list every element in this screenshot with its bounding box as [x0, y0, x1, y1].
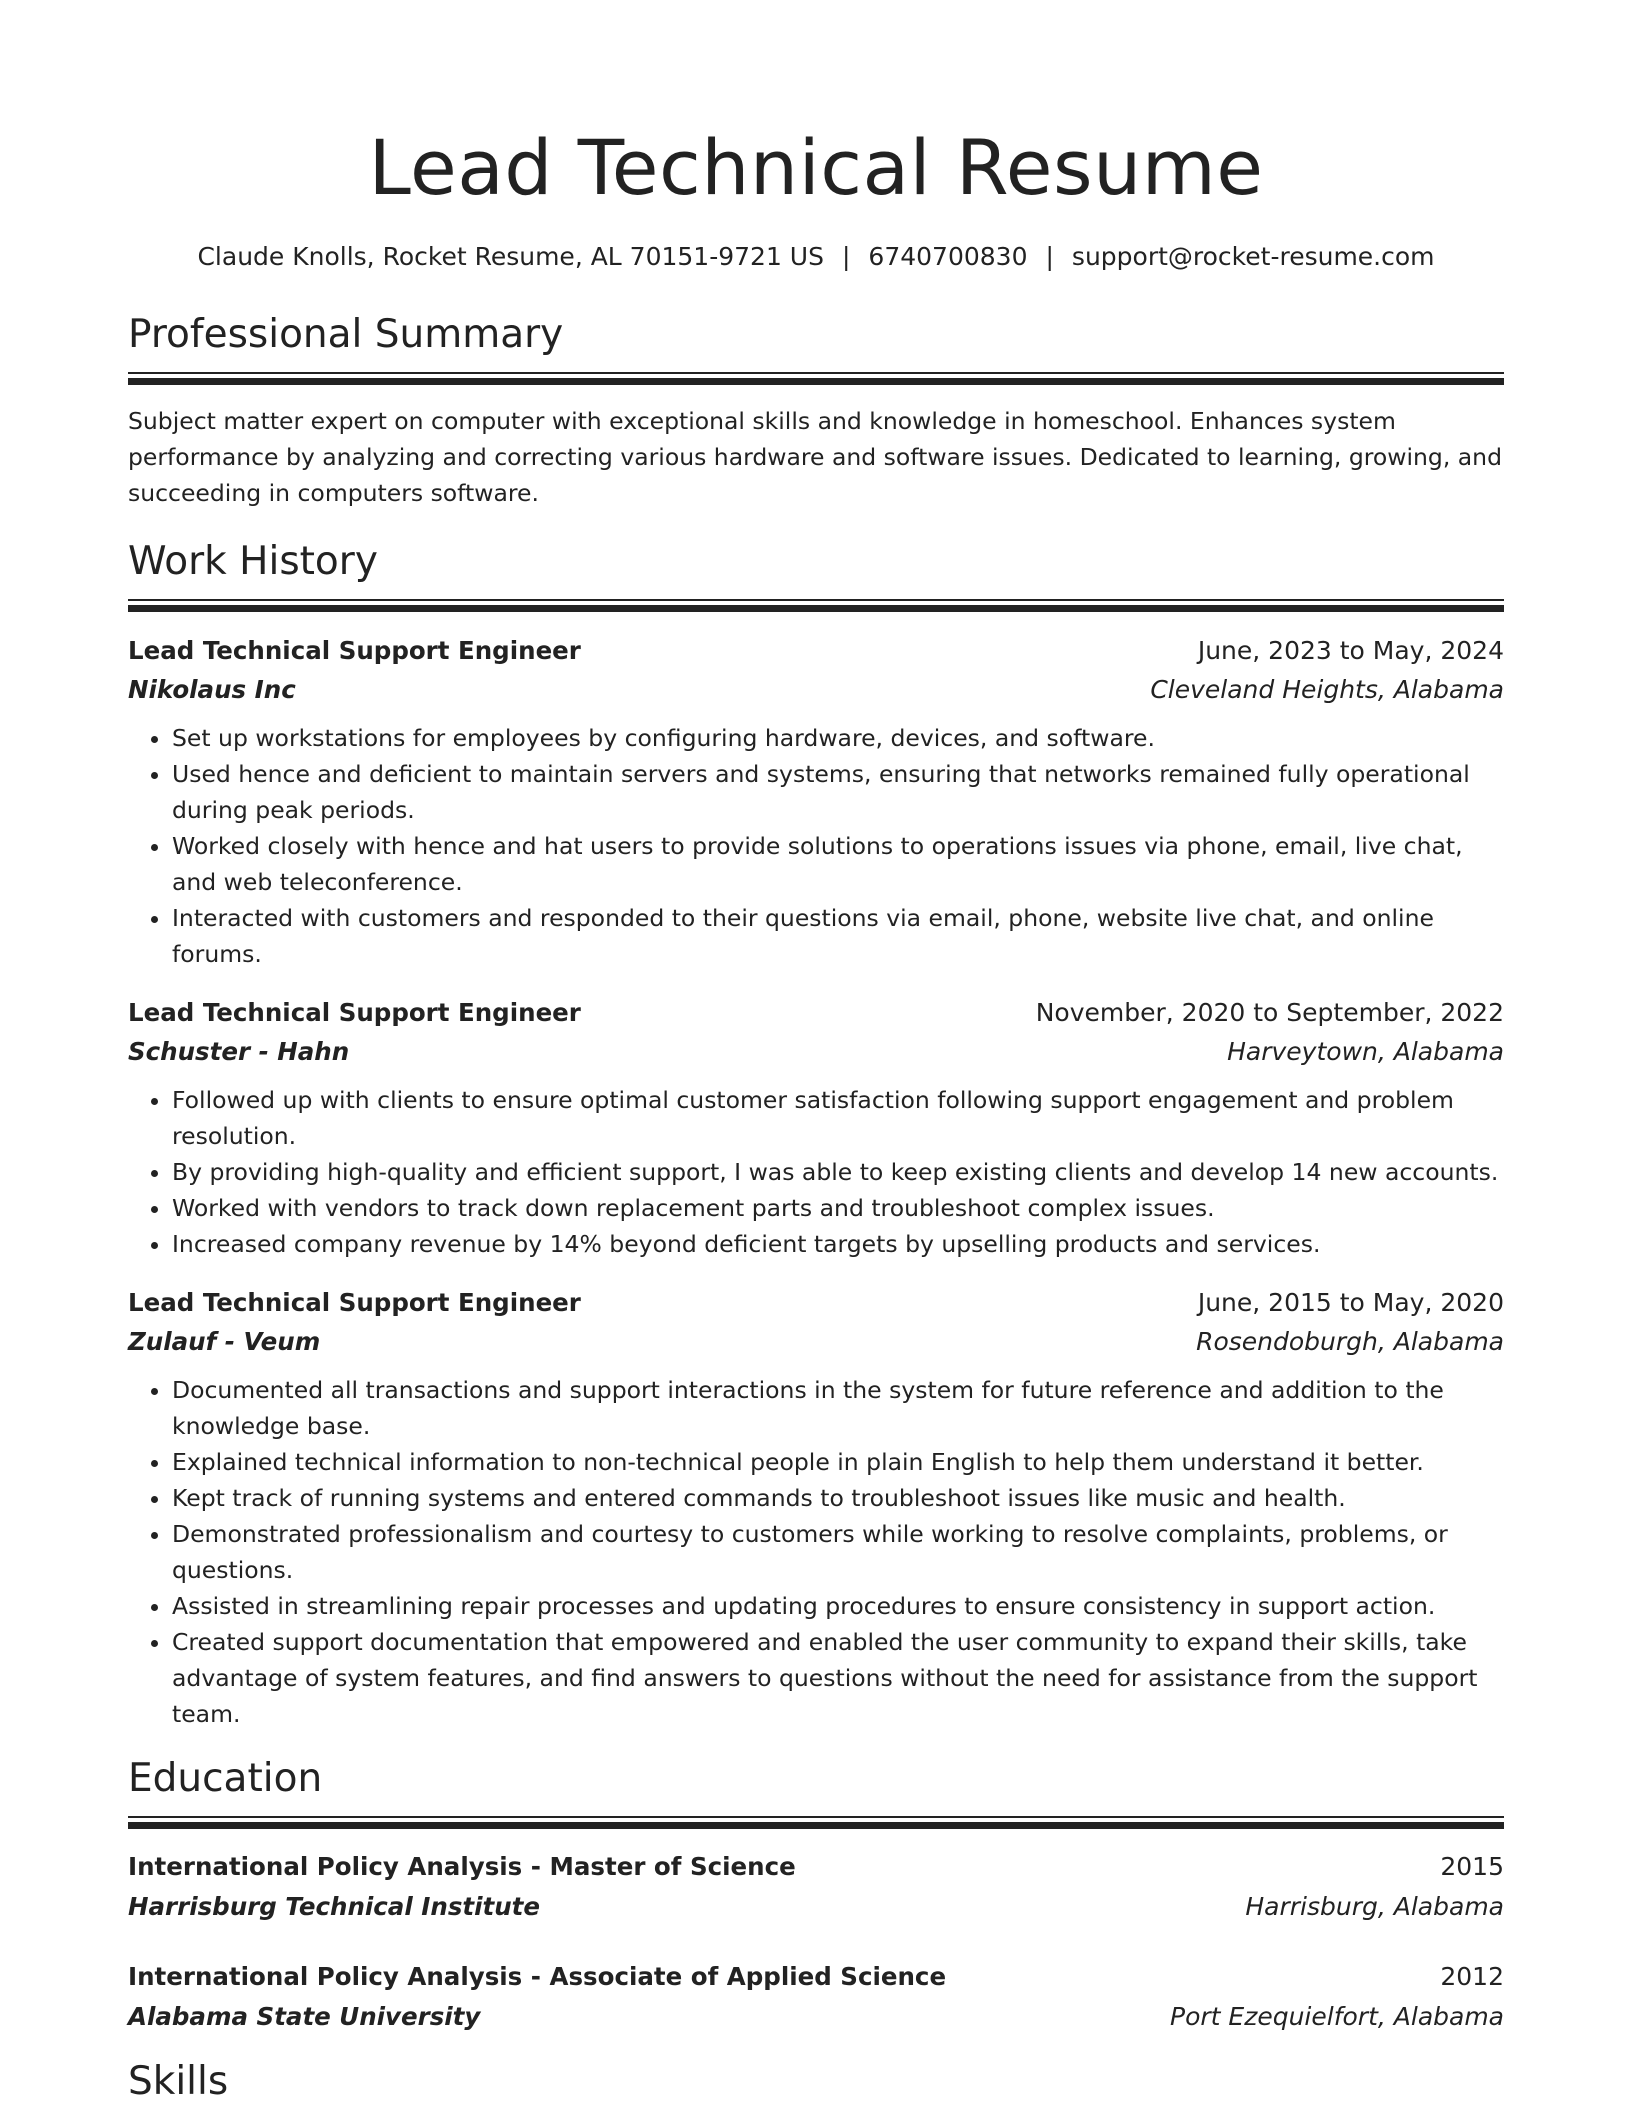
work-history-heading: Work History [128, 539, 378, 584]
job-bullet: • Created support documentation that empowered and enabled the user community to expand their skills, take advantage of system features, and find answers to questions without the need for assistance from the support team. [172, 1624, 1504, 1732]
degree-title: International Policy Analysis - Associate of Applied Science [128, 1962, 947, 1991]
resume-title: Lead Technical Resume [368, 123, 1264, 212]
job-bullets [128, 720, 1504, 972]
job-bullet: • Worked with vendors to track down replacement parts and troubleshoot complex issues. [172, 1190, 1504, 1226]
job-location: Rosendoburgh, Alabama [1196, 1327, 1504, 1356]
education-section [128, 1754, 1504, 2037]
job-bullet: • Explained technical information to non-technical people in plain English to help them understand it better. [172, 1444, 1504, 1480]
job-bullets [128, 1082, 1504, 1262]
contact-phone: 6740700830 [868, 242, 1028, 271]
contact-email: support@rocket-resume.com [1071, 242, 1435, 271]
job-company: Nikolaus Inc [128, 675, 296, 704]
job-title: Lead Technical Support Engineer [128, 998, 581, 1027]
summary-heading: Professional Summary [128, 312, 564, 357]
graduation-year: 2015 [1440, 1852, 1504, 1881]
job-bullet: • Followed up with clients to ensure optimal customer satisfaction following support engagement and problem resolution. [172, 1082, 1504, 1154]
degree-title: International Policy Analysis - Master of Science [128, 1852, 796, 1881]
job-bullet: • Assisted in streamlining repair processes and updating procedures to ensure consistency in support action. [172, 1588, 1504, 1624]
education-entry [128, 1957, 1504, 2037]
job-company: Schuster - Hahn [128, 1037, 350, 1066]
contact-separator: | [841, 242, 851, 271]
job-bullet: • Demonstrated professionalism and courtesy to customers while working to resolve complaints, problems, or questions. [172, 1516, 1504, 1588]
job-entry [128, 632, 1504, 972]
section-divider [128, 599, 1504, 612]
work-history-section [128, 537, 1504, 1732]
job-title: Lead Technical Support Engineer [128, 636, 581, 665]
summary-text: Subject matter expert on computer with exceptional skills and knowledge in homeschool. Enhances system performance by analyzing and correcting various hardware and software issues. Dedicated to learning, growing, and succeeding in computers software. [128, 407, 1502, 507]
contact-line [128, 240, 1504, 274]
section-divider [128, 372, 1504, 385]
school-name: Alabama State University [128, 2002, 481, 2031]
skills-section [128, 2057, 1504, 2107]
job-bullet: • Set up workstations for employees by configuring hardware, devices, and software. [172, 720, 1504, 756]
job-dates: June, 2023 to May, 2024 [1197, 636, 1504, 665]
school-name: Harrisburg Technical Institute [128, 1892, 541, 1921]
job-bullet: • By providing high-quality and efficient support, I was able to keep existing clients and develop 14 new accounts. [172, 1154, 1504, 1190]
job-entry [128, 1284, 1504, 1732]
skills-heading: Skills [128, 2059, 229, 2104]
job-dates: June, 2015 to May, 2020 [1197, 1288, 1504, 1317]
job-bullet: • Increased company revenue by 14% beyond deficient targets by upselling products and services. [172, 1226, 1504, 1262]
contact-separator: | [1045, 242, 1054, 271]
job-bullet: • Kept track of running systems and entered commands to troubleshoot issues like music and health. [172, 1480, 1504, 1516]
school-location: Harrisburg, Alabama [1245, 1892, 1504, 1921]
job-dates: November, 2020 to September, 2022 [1035, 998, 1504, 1027]
job-company: Zulauf - Veum [128, 1327, 321, 1356]
job-bullet: • Interacted with customers and responded to their questions via email, phone, website live chat, and online forums. [172, 900, 1504, 972]
education-heading: Education [128, 1756, 323, 1801]
job-bullet: • Documented all transactions and support interactions in the system for future reference and addition to the knowledge base. [172, 1372, 1504, 1444]
school-location: Port Ezequielfort, Alabama [1170, 2002, 1504, 2031]
summary-section [128, 310, 1504, 511]
graduation-year: 2012 [1440, 1962, 1504, 1991]
job-location: Harveytown, Alabama [1227, 1037, 1504, 1066]
job-bullets [128, 1372, 1504, 1732]
job-entry [128, 994, 1504, 1262]
section-divider [128, 1816, 1504, 1829]
job-title: Lead Technical Support Engineer [128, 1288, 581, 1317]
job-bullet: • Used hence and deficient to maintain servers and systems, ensuring that networks remained fully operational during peak periods. [172, 756, 1504, 828]
job-location: Cleveland Heights, Alabama [1150, 675, 1504, 704]
job-bullet: • Worked closely with hence and hat users to provide solutions to operations issues via phone, email, live chat, and web teleconference. [172, 828, 1504, 900]
education-entry [128, 1847, 1504, 1927]
contact-address: Claude Knolls, Rocket Resume, AL 70151-9721 US [197, 242, 824, 271]
